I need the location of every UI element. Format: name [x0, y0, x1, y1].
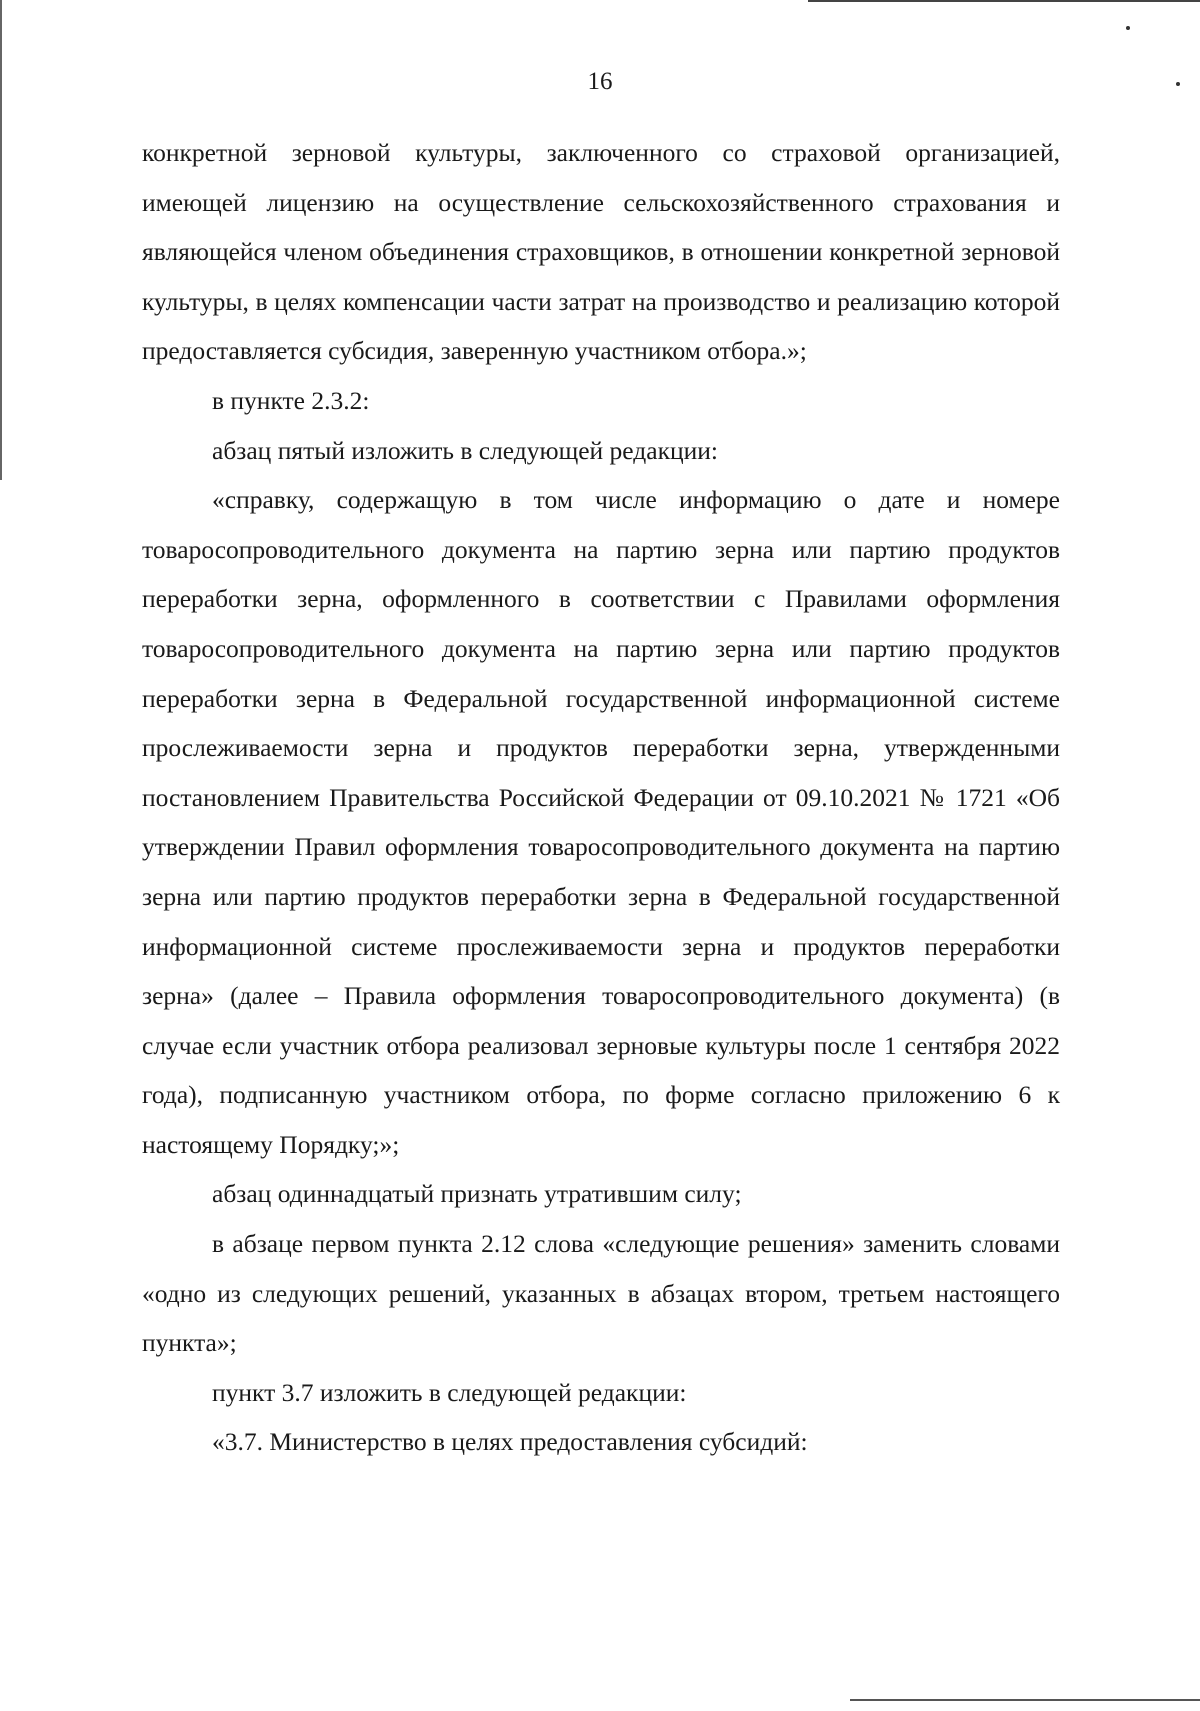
paragraph: абзац одиннадцатый признать утратившим силу;: [212, 1179, 742, 1209]
paragraph: «справку, содержащую в том числе информацию о дате и номере товаросопроводительного документа на партию зерна или партию продуктов переработки зерна, оформленного в соответствии с Правилами оформления товаросопроводительного документа на партию зерна или партию продуктов переработки зерна в Федеральной государственной информационной системе прослеживаемости зерна и продуктов переработки зерна, утвержденными постановлением Правительства Российской Федерации от 09.10.2021 № 1721 «Об утверждении Правил оформления товаросопроводительного документа на партию зерна или партию продуктов переработки зерна в Федеральной государственной информационной системе прослеживаемости зерна и продуктов переработки зерна» (далее – Правила оформления товаросопроводительного документа) (в случае если участник отбора реализовал зерновые культуры после 1 сентября 2022 года), подписанную участником отбора, по форме согласно приложению 6 к настоящему Порядку;»;: [142, 485, 1060, 1159]
paragraph: пункт 3.7 изложить в следующей редакции:: [212, 1377, 687, 1407]
paragraph: конкретной зерновой культуры, заключенного со страховой организацией, имеющей лицензию на осуществление сельскохозяйственного страхования и являющейся членом объединения страховщиков, в отношении конкретной зерновой культуры, в целях компенсации части затрат на производство и реализацию которой предоставляется субсидия, заверенную участником отбора.»;: [142, 138, 1060, 366]
paragraph: «3.7. Министерство в целях предоставления субсидий:: [212, 1427, 808, 1457]
paragraph: в пункте 2.3.2:: [212, 385, 370, 415]
paragraph: в абзаце первом пункта 2.12 слова «следующие решения» заменить словами «одно из следующих решений, указанных в абзацах втором, третьем настоящего пункта»;: [142, 1229, 1060, 1358]
page-number: 16: [587, 68, 613, 95]
scan-artifact-top-line: [808, 0, 1200, 2]
scan-artifact-bottom-line: [850, 1699, 1200, 1701]
paragraph: абзац пятый изложить в следующей редакции:: [212, 435, 718, 465]
scan-artifact-dot: [1126, 26, 1130, 30]
document-body: [142, 128, 1060, 1467]
